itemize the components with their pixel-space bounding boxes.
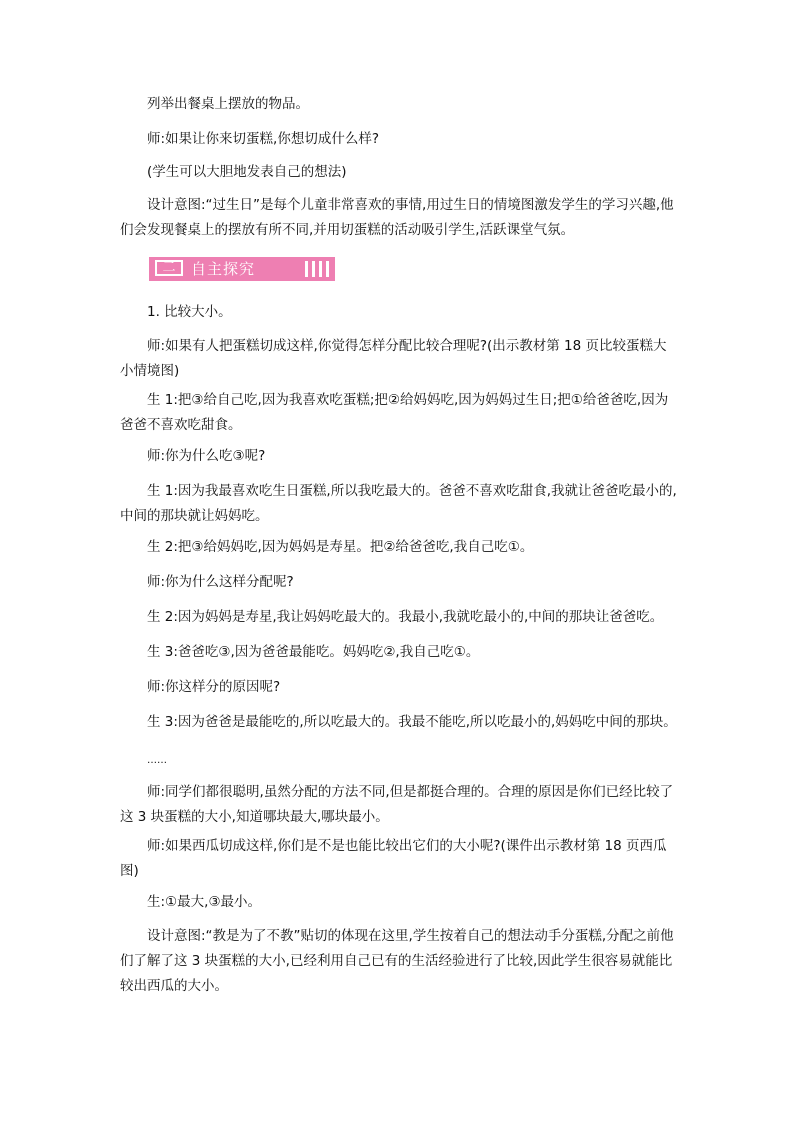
paragraph: 师:同学们都很聪明,虽然分配的方法不同,但是都挺合理的。合理的原因是你们已经比较了这 3 块蛋糕的大小,知道哪块最大,哪块最小。 [120,784,674,825]
paragraph: 师:你这样分的原因呢? [147,679,281,695]
section-number-box [155,260,183,276]
banner-decoration [305,261,329,277]
paragraph: 设计意图:“教是为了不教”贴切的体现在这里,学生按着自己的想法动手分蛋糕,分配之前他们了解了这 3 块蛋糕的大小,已经利用自己已有的生活经验进行了比较,因此学生很容易就能比较出西瓜的大小。 [120,928,674,994]
paragraph: 生 1:因为我最喜欢吃生日蛋糕,所以我吃最大的。爸爸不喜欢吃甜食,我就让爸爸吃最小的,中间的那块就让妈妈吃。 [120,483,677,524]
paragraph: 设计意图:“过生日”是每个儿童非常喜欢的事情,用过生日的情境图激发学生的学习兴趣,他们会发现餐桌上的摆放有所不同,并用切蛋糕的活动吸引学生,活跃课堂气氛。 [120,197,674,238]
paragraph: 师:你为什么这样分配呢? [147,574,294,590]
paragraph: 生:①最大,③最小。 [147,894,262,910]
paragraph: 生 1:把③给自己吃,因为我喜欢吃蛋糕;把②给妈妈吃,因为妈妈过生日;把①给爸爸吃,因为爸爸不喜欢吃甜食。 [120,392,669,433]
ellipsis: …… [147,755,167,766]
paragraph: 师:如果西瓜切成这样,你们是不是也能比较出它们的大小呢?(课件出示教材第 18 页西瓜图) [120,838,667,879]
paragraph: 生 3:因为爸爸是最能吃的,所以吃最大的。我最不能吃,所以吃最小的,妈妈吃中间的那块。 [147,714,677,730]
paragraph: 生 2:把③给妈妈吃,因为妈妈是寿星。把②给爸爸吃,我自己吃①。 [147,539,534,555]
paragraph: 列举出餐桌上摆放的物品。 [147,96,309,112]
paragraph: 师:如果让你来切蛋糕,你想切成什么样? [147,131,380,147]
section-number: 二 [162,260,176,275]
paragraph: 生 3:爸爸吃③,因为爸爸最能吃。妈妈吃②,我自己吃①。 [147,644,480,660]
paragraph: 师:你为什么吃③呢? [147,448,266,464]
paragraph: 1. 比较大小。 [147,304,232,320]
paragraph: 师:如果有人把蛋糕切成这样,你觉得怎样分配比较合理呢?(出示教材第 18 页比较蛋糕大小情境图) [120,338,667,379]
paragraph: 生 2:因为妈妈是寿星,我让妈妈吃最大的。我最小,我就吃最小的,中间的那块让爸爸吃。 [147,609,664,625]
paragraph: (学生可以大胆地发表自己的想法) [147,164,347,180]
section-banner [149,257,335,281]
section-title: 自主探究 [191,260,256,278]
